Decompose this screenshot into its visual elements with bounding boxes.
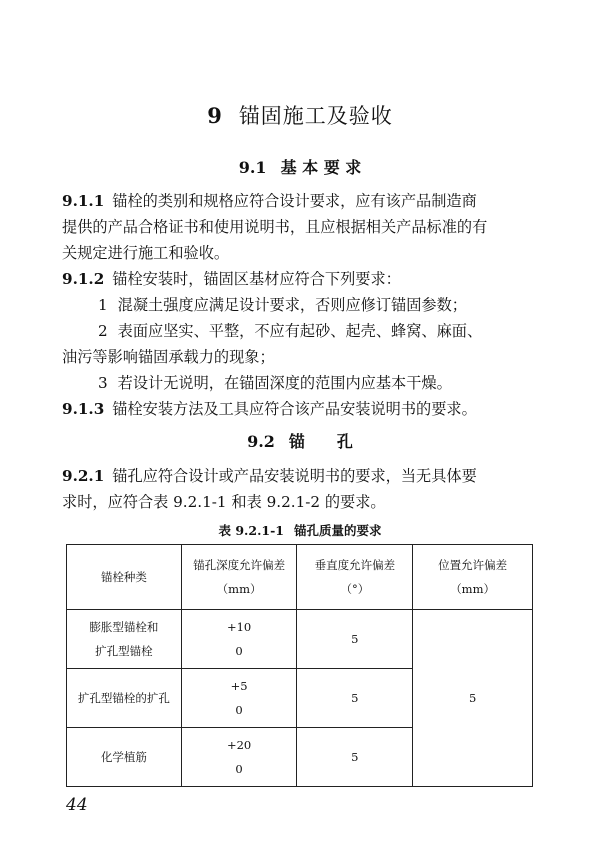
list-item-text: 若设计无说明，在锚固深度的范围内应基本干燥。: [117, 374, 452, 392]
list-item-number: 2: [98, 322, 108, 340]
section-number: 9.2: [247, 432, 275, 451]
clause-number: 9.1.1: [62, 192, 105, 210]
header-position-label: 位置允许偏差: [438, 558, 508, 572]
section-title: 基 本 要 求: [280, 158, 362, 177]
header-position-unit: （mm）: [450, 582, 495, 596]
header-position-tolerance: [413, 545, 533, 610]
clause-9-1-3: [62, 396, 552, 422]
clause-number: 9.2.1: [62, 467, 105, 485]
list-item-2-line2: 油污等影响锚固承载力的现象；: [62, 348, 275, 366]
section-title: 锚 孔: [288, 432, 353, 451]
clause-text: 锚栓安装方法及工具应符合该产品安装说明书的要求。: [112, 400, 477, 418]
table-header-row: [67, 545, 533, 610]
chapter-heading: [0, 100, 600, 130]
cell-depth-tolerance: [181, 728, 297, 787]
chapter-title: 锚固施工及验收: [238, 104, 393, 128]
section-heading-9-2: [0, 429, 600, 452]
list-item-text: 混凝土强度应满足设计要求，否则应修订锚固参数；: [117, 296, 467, 314]
cell-text: 0: [235, 644, 243, 658]
clause-number: 9.1.2: [62, 270, 105, 288]
section-heading-9-1: [0, 155, 600, 178]
clause-number: 9.1.3: [62, 400, 105, 418]
list-item-2: [98, 318, 552, 344]
list-item-text: 表面应坚实、平整，不应有起砂、起壳、蜂窝、麻面、: [117, 322, 483, 340]
clause-9-1-1-line2: 提供的产品合格证书和使用说明书，且应根据相关产品标准的有: [62, 218, 488, 236]
cell-text: 膨胀型锚栓和: [89, 620, 159, 634]
header-depth-tolerance: [181, 545, 297, 610]
chapter-number: 9: [207, 103, 223, 128]
table-caption-title: 锚孔质量的要求: [294, 523, 382, 538]
cell-vertical-tolerance: 5: [297, 669, 413, 728]
table-caption-number: 表 9.2.1-1: [218, 523, 285, 538]
header-vertical-tolerance: [297, 545, 413, 610]
header-vertical-unit: （°）: [340, 582, 370, 596]
cell-text: +5: [230, 679, 248, 693]
header-depth-unit: （mm）: [216, 582, 262, 596]
header-depth-label: 锚孔深度允许偏差: [193, 558, 286, 572]
clause-text: 锚孔应符合设计或产品安装说明书的要求，当无具体要: [112, 467, 477, 485]
cell-vertical-tolerance: 5: [297, 728, 413, 787]
cell-text: 0: [235, 762, 243, 776]
cell-anchor-type: 化学植筋: [67, 728, 182, 787]
clause-9-1-1-line1: [62, 188, 552, 214]
header-vertical-label: 垂直度允许偏差: [314, 558, 396, 572]
clause-9-2-1-line2: 求时，应符合表 9.2.1-1 和表 9.2.1-2 的要求。: [62, 493, 386, 511]
anchor-hole-quality-table: [66, 544, 533, 787]
cell-position-tolerance: 5: [413, 610, 533, 787]
cell-vertical-tolerance: 5: [297, 610, 413, 669]
table-caption: [0, 521, 600, 539]
page-number: 44: [66, 795, 88, 815]
cell-depth-tolerance: [181, 669, 297, 728]
list-item-number: 1: [98, 296, 108, 314]
clause-9-2-1-line1: [62, 463, 552, 489]
cell-text: 扩孔型锚栓: [95, 644, 153, 658]
clause-text: 锚栓的类别和规格应符合设计要求，应有该产品制造商: [112, 192, 477, 210]
header-anchor-type: 锚栓种类: [67, 545, 182, 610]
section-number: 9.1: [238, 158, 267, 177]
list-item-1: [98, 292, 552, 318]
cell-text: +20: [226, 738, 252, 752]
cell-depth-tolerance: [181, 610, 297, 669]
table-row: [67, 610, 533, 669]
list-item-3: [98, 370, 552, 396]
clause-9-1-2: [62, 266, 552, 292]
list-item-number: 3: [98, 374, 108, 392]
clause-9-1-1-line3: 关规定进行施工和验收。: [62, 244, 230, 262]
clause-text: 锚栓安装时，锚固区基材应符合下列要求：: [112, 270, 401, 288]
cell-text: 0: [235, 703, 243, 717]
cell-text: +10: [226, 620, 252, 634]
cell-anchor-type: 扩孔型锚栓的扩孔: [67, 669, 182, 728]
cell-anchor-type: [67, 610, 182, 669]
